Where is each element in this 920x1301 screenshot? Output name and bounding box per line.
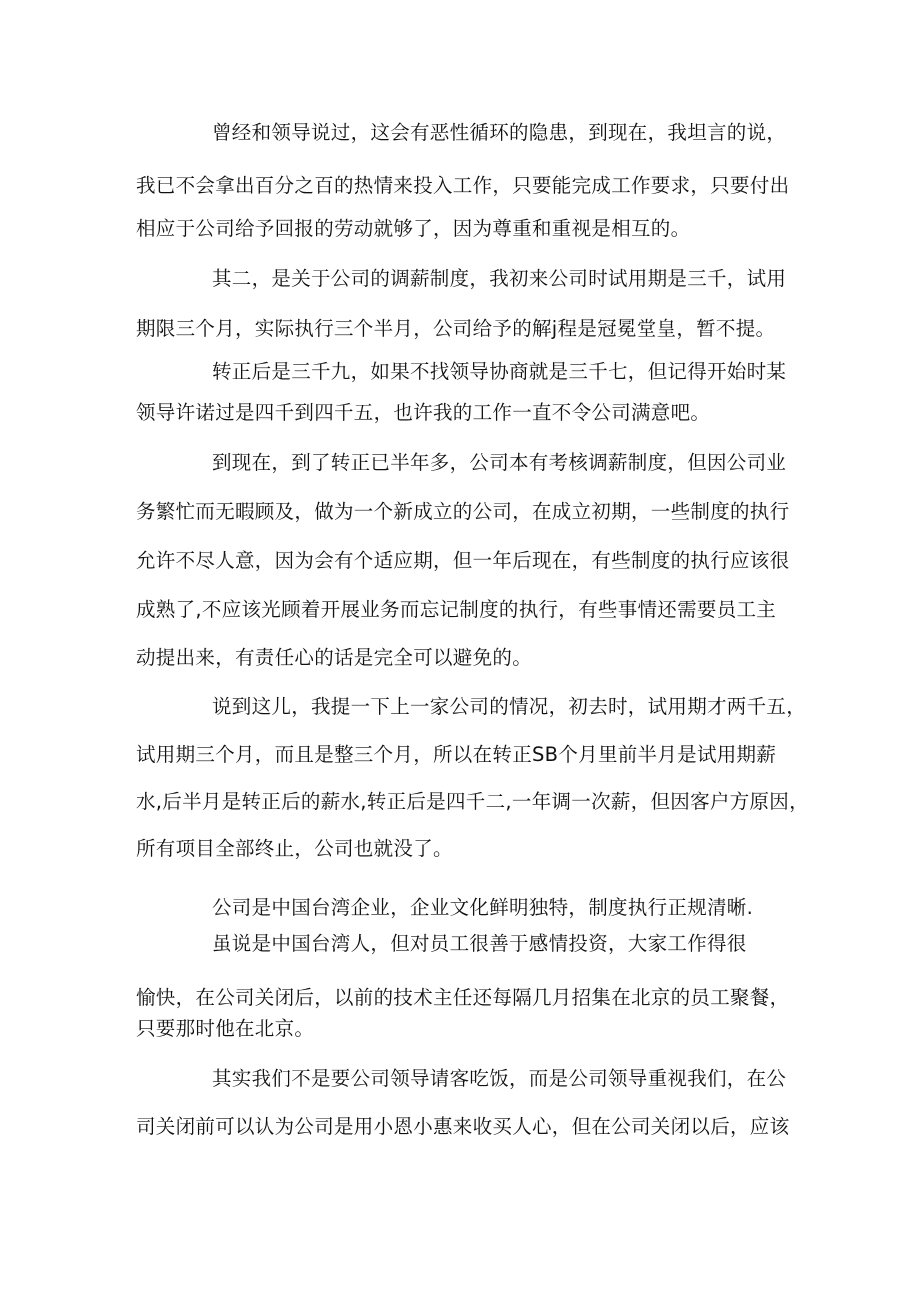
text-line: 转正后是三千九，如果不找领导协商就是三千七，但记得开始时某 (212, 360, 787, 383)
text-line: 只要那时他在北京。 (136, 1017, 315, 1040)
text-line: 成熟了,不应该光顾着开展业务而忘记制度的执行，有些事情还需要员工主 (136, 598, 777, 621)
text-line: 试用期三个月，而且是整三个月，所以在转正SB个月里前半月是试用期薪 (136, 743, 777, 766)
text-line: 我已不会拿出百分之百的热情来投入工作，只要能完成工作要求，只要付出 (136, 174, 790, 197)
text-line: 曾经和领导说过，这会有恶性循环的隐患，到现在，我坦言的说， (212, 121, 787, 144)
text-line: 水,后半月是转正后的薪水,转正后是四千二,一年调一次薪，但因客户方原因， (136, 790, 809, 813)
text-line: 领导许诺过是四千到四千五，也许我的工作一直不令公司满意吧。 (136, 401, 711, 424)
text-line: 相应于公司给予回报的劳动就够了，因为尊重和重视是相互的。 (136, 217, 691, 240)
text-line: 到现在，到了转正已半年多，公司本有考核调薪制度，但因公司业 (212, 451, 787, 474)
text-line: 虽说是中国台湾人，但对员工很善于感情投资，大家工作得很 (212, 932, 747, 955)
text-line: 允许不尽人意，因为会有个适应期，但一年后现在，有些制度的执行应该很 (136, 549, 790, 572)
text-line: 动提出来，有责任心的话是完全可以避免的。 (136, 646, 533, 669)
text-line: 司关闭前可以认为公司是用小恩小惠来收买人心，但在公司关闭以后，应该 (136, 1115, 790, 1138)
text-line: 其实我们不是要公司领导请客吃饭，而是公司领导重视我们，在公 (212, 1067, 787, 1090)
text-line: 其二，是关于公司的调薪制度，我初来公司时试用期是三千，试用 (212, 267, 787, 290)
text-line: 说到这儿，我提一下上一家公司的情况，初去时，试用期才两千五， (212, 695, 807, 718)
text-line: 务繁忙而无暇顾及，做为一个新成立的公司，在成立初期，一些制度的执行 (136, 500, 790, 523)
text-line: 公司是中国台湾企业，企业文化鲜明独特，制度执行正规清晰. (212, 896, 754, 919)
text-line: 期限三个月，实际执行三个半月，公司给予的解j程是冠冕堂皇，暂不提。 (136, 317, 776, 340)
text-line: 所有项目全部终止，公司也就没了。 (136, 837, 453, 860)
text-line: 愉快，在公司关闭后，以前的技术主任还每隔几月招集在北京的员工聚餐， (136, 986, 790, 1009)
